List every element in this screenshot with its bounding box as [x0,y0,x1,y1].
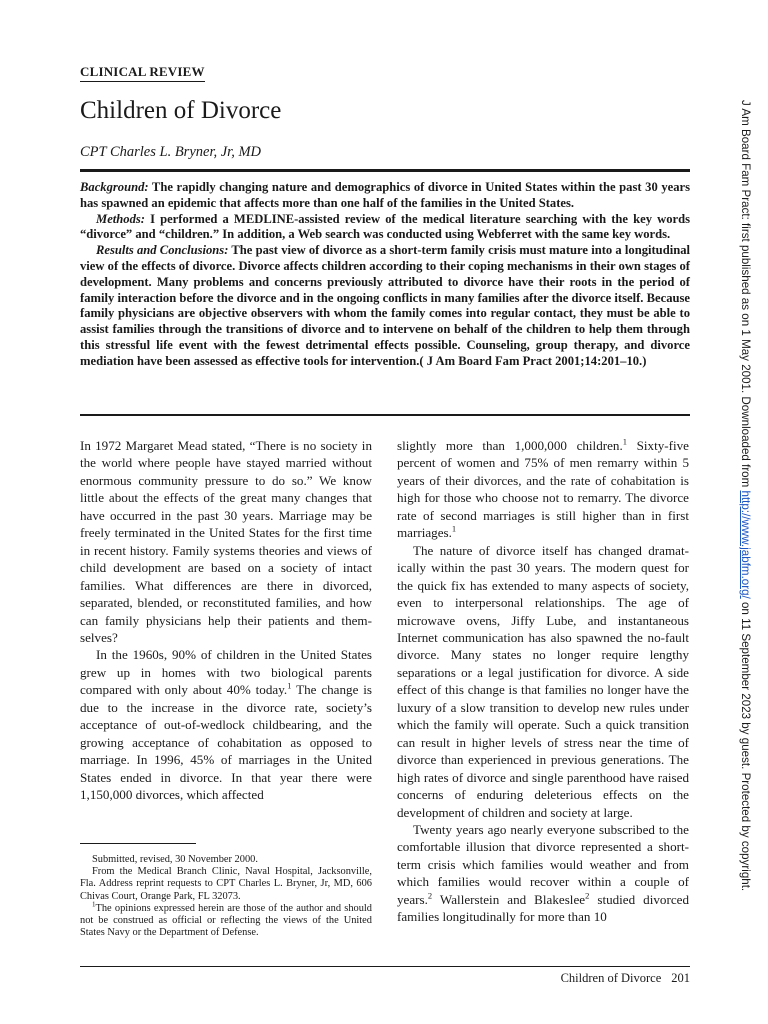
running-footer [561,971,690,986]
reference-marker[interactable]: 1 [451,523,457,534]
copyright-side-note [739,100,752,940]
footnote-divider [80,843,196,844]
journal-link[interactable]: http://www.jabfm.org/ [739,490,752,599]
footnote-disclaimer [80,900,372,940]
body-paragraph [80,646,372,803]
abstract-background [80,180,690,212]
background-label: Background: [80,180,149,194]
body-text: The change is due to the increase in the divorce rate, society’s acceptance of out-of-wedlock childbearing, and the growing acceptance of cohabitation as opposed to marriage. In 1996, 45% of marriages in the United States ended in divorce. In that year there were 1,150,000 divorces, which affected [80,682,373,803]
footer-divider [80,966,690,967]
body-paragraph [397,437,689,542]
body-text: Twenty years ago nearly everyone subscribed to the comfortable illusion that divorce represented a short-term crisis which families would weather and from which families would recover within a couple of years. [397,821,689,907]
abstract [80,180,690,370]
reference-marker[interactable]: 2 [585,890,590,901]
body-text: Wallerstein and Blakeslee [432,891,586,907]
side-note-text: on 11 September 2023 by guest. Protected by copyright. [739,598,752,892]
side-note-text: J Am Board Fam Pract: first published as on 1 May 2001. Downloaded from [739,100,752,491]
body-paragraph: The nature of divorce itself has changed dramatically within the past 30 years. The modern quest for the quick fix has extended to many aspects of society, even to interpersonal relationships. The age of microwave ovens, Jiffy Lube, and instantaneous Internet communication has also spawned the no-fault divorce. Many states no longer require lengthy separations or a legal justification for divorce. A side effect of this change is that families no longer have the luxury of a slow transition to develop new rules under which the family will operate. Such a quick transition can result in higher levels of stress near the time of divorce than experienced in previous generations. The high rates of divorce and single parenthood have raised concerns of enduring deleterious effects on the development of children and society at large. [397,542,689,820]
page-number: 201 [671,971,690,985]
reference-marker[interactable]: 2 [427,890,433,901]
results-text: The past view of divorce as a short-term family crisis must mature into a longitudinal view of the effects of divorce. Divorce affects children according to their coping mechanisms in their own stages of development. Many problems and concerns previously attributed to divorce have their roots in the period of family interaction before the divorce and in the ongoing conflicts in many families after the divorce itself. Because family physicians are objective observers with whom the family comes into regular contact, they must be able to assist families through the transitions of divorce and to intervene on behalf of the children to help them through this stressful life event with the fewest detrimental effects possible. Counseling, group therapy, and divorce mediation have been assessed as effective tools for intervention. [80,243,690,368]
header-divider [80,169,690,172]
abstract-divider [80,414,690,416]
body-text: studied divorced families longitudinally for more than 10 [397,891,689,925]
footnote-marker: 1 [92,900,96,909]
results-label: Results and Conclusions: [96,243,229,258]
reference-marker[interactable]: 1 [287,680,292,691]
author-byline: CPT Charles L. Bryner, Jr, MD [80,144,261,160]
methods-label: Methods: [96,211,145,226]
body-paragraph [397,821,689,926]
abstract-citation: ( J Am Board Fam Pract 2001;14:201–10.) [419,353,647,368]
body-text: In the 1960s, 90% of children in the United States grew up in homes with two biological parents compared with only about 40% today. [80,647,372,698]
section-label: CLINICAL REVIEW [80,64,205,82]
body-text: slightly more than 1,000,000 children. [397,438,623,453]
footnotes [80,854,372,939]
disclaimer-text: The opinions expressed herein are those of the author and should not be construed as official or reflecting the views of the United States Navy or the Department of Defense. [80,902,372,939]
body-column-left [80,437,372,804]
abstract-results [80,243,690,369]
footnote-submitted: Submitted, revised, 30 November 2000. [92,854,258,865]
background-text: The rapidly changing nature and demographics of divorce in United States within the past 30 years has spawned an epidemic that affects more than one half of the families in the United States. [80,180,690,210]
abstract-methods [80,212,690,244]
article-title: Children of Divorce [80,97,282,124]
methods-text: I performed a MEDLINE-assisted review of the medical literature searching with the key words “divorce” and “children.” In addition, a Web search was conducted using Webferret with the same key words. [80,211,690,242]
body-paragraph: In 1972 Margaret Mead stated, “There is no society in the world where people have stayed married without enormous community pressure to do so.” We know little about the effects of the great many changes that have occurred in the past 30 years. Marriage may be freely terminated in the United States for the first time in recent history. Family systems theories and views of child development are based on a society of intact families. What differences are there in divorced, separated, blended, or reconstituted families, and how can family physicians help their patients and themselves? [80,438,372,645]
footnote-affiliation: From the Medical Branch Clinic, Naval Hospital, Jacksonville, Fla. Address reprint requests to CPT Charles L. Bryner, Jr, MD, 606 Chivas Court, Orange Park, FL 32073. [80,866,372,902]
body-column-right [397,437,689,926]
body-text: Sixty-five percent of women and 75% of men remarry within 5 years of their divorces, and the rate of cohabitation is high for those who choose not to remarry. The divorce rate of second marriages is still higher than in first marriages. [397,438,689,541]
reference-marker[interactable]: 1 [622,436,627,447]
running-title: Children of Divorce [560,971,662,985]
